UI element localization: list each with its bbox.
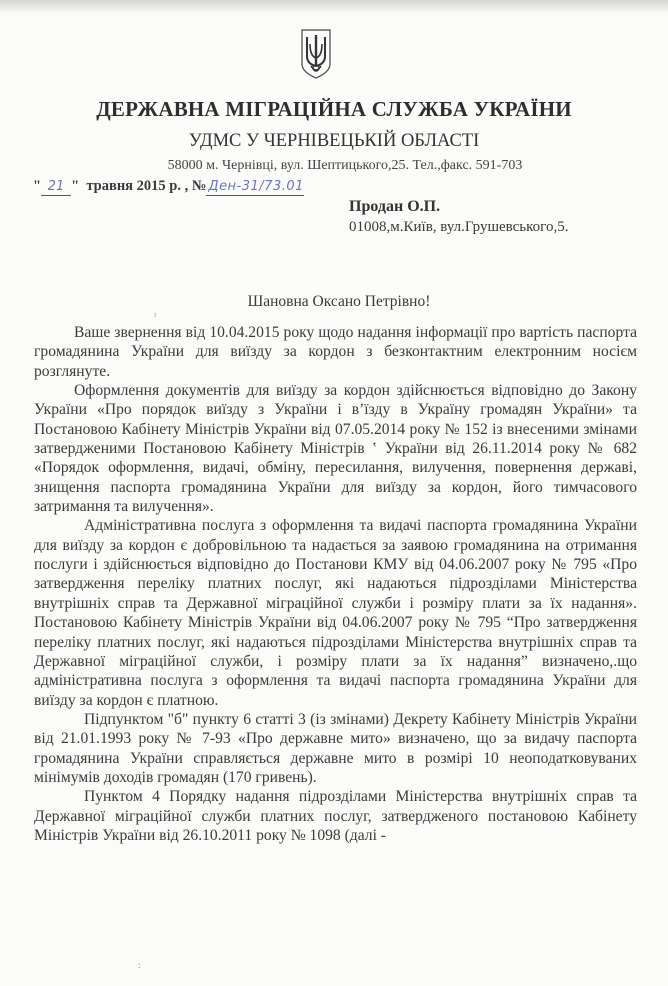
organization-name: ДЕРЖАВНА МІГРАЦІЙНА СЛУЖБА УКРАЇНИ	[96, 97, 572, 121]
scan-edge-shadow	[0, 0, 668, 14]
paragraph: Оформлення документів для виїзду за кордон здійснюється відповідно до Закону України «Про порядок виїзду з України і в’їзду в Україну громадян України» та Постановою Кабінету Міністрів України від 07.05.2014 року № 152 із внесеними змінами затвердженими Постановою Кабінету Міністрів ʽ України від 26.11.2014 року № 682 «Порядок оформлення, видачі, обміну, пересилання, вилучення, повернення державі, знищення паспорта громадянина України для виїзду за кордон, його тимчасового затримання та вилучення».	[34, 382, 637, 516]
paragraph: Ваше звернення від 10.04.2015 року щодо надання інформації про вартість паспорта громадянина України для виїзду за кордон з безконтактним електронним носієм розглянуте.	[34, 324, 637, 380]
paragraph: Адміністративна послуга з оформлення та видачі паспорта громадянина України для виїзду за кордон є добровільною та надається за заявою громадянина на отримання послуги і здійснюється відповідно до Постанови КМУ від 04.06.2007 року № 795 «Про затвердження переліку платних послуг, які надаються підрозділами Міністерства внутрішніх справ та Державної міграційної служби і розміру плати за їх надання». Постановою Кабінету Міністрів України від 04.06.2007 року № 795 “Про затвердження переліку платних послуг, які надаються підрозділами Міністерства внутрішніх справ та Державної міграційної служби, і розміру плати за їх надання” визначено,.що адміністративна послуга з оформлення та видачі паспорта громадянина України для виїзду за кордон є платною.	[34, 517, 637, 709]
organization-address: 58000 м. Чернівці, вул. Шептицького,25. Тел.,факс. 591-703	[167, 158, 523, 173]
department-name: УДМС У ЧЕРНІВЕЦЬКІЙ ОБЛАСТІ	[188, 131, 480, 151]
handwritten-registration-number: Ден-31/73.01	[208, 179, 304, 194]
addressee-address: 01008,м.Київ, вул.Грушевського,5.	[349, 219, 569, 235]
handwritten-day: 21	[47, 179, 65, 194]
trident-coat-of-arms-icon	[300, 28, 332, 80]
paragraph: Пунктом 4 Порядку надання підрозділами Міністерства внутрішніх справ та Державної міграційної служби платних послуг, затвердженого постановою Кабінету Міністрів України від 26.10.2011 року № 1098 (далі -	[34, 788, 637, 844]
outgoing-date-line: " 21 " травня 2015 р. , № Ден-31/73.01	[33, 178, 304, 194]
paragraph: Підпунктом "б" пункту 6 статті 3 (із змінами) Декрету Кабінету Міністрів України від 21.01.1993 року № 7-93 «Про державне мито» визначено, що за видачу паспорта громадянина України справляється державне мито в розмірі 10 неоподатковуваних мінімумів доходів громадян (170 гривень).	[34, 710, 637, 786]
salutation: Шановна Оксано Петрівно!	[247, 293, 431, 310]
scan-speck: ˀ	[154, 312, 157, 322]
scan-speck: :	[138, 960, 141, 970]
addressee-name: Продан О.П.	[349, 198, 441, 215]
letter-body	[34, 323, 637, 845]
outgoing-date-text: травня 2015 р. , №	[86, 178, 207, 194]
